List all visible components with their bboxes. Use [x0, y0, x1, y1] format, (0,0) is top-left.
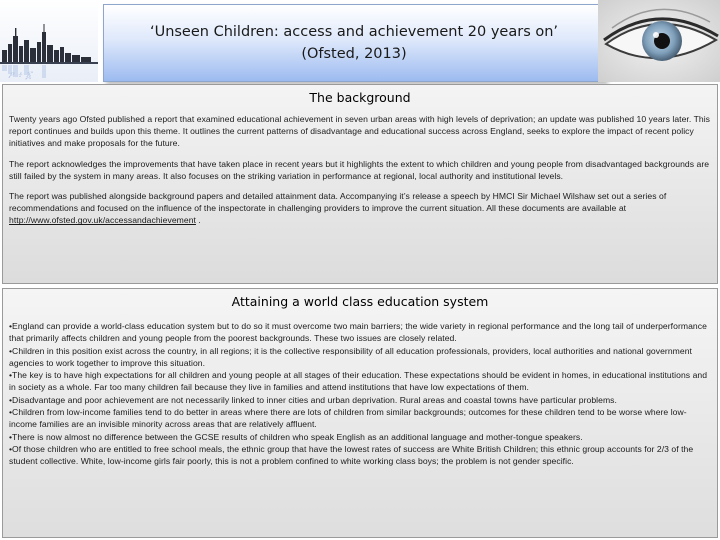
bullet-item: •England can provide a world-class education system but to do so it must overcome two main barriers; the wide variety in regional performance and the long tail of underperformance that primarily affects children and young people from the poorest backgrounds. These two issues are closely related. — [9, 321, 707, 344]
svg-text:ዖ ፥ ፩: ዖ ፥ ፩ — [8, 70, 32, 81]
background-paragraph-3-end: . — [195, 215, 201, 226]
title-line-1: ‘Unseen Children: access and achievement 20 years on’ — [149, 24, 559, 40]
bullet-item: •Of those children who are entitled to free school meals, the ethnic group that have the lowest rates of success are White British Children; this ethnic group accounts for 2/3 of the student collective. White, low-income girls fair poorly, this is not a problem confined to white working class boys; the problem is not gender specific. — [9, 443, 694, 467]
bullet-item: •Children in this position exist across the country, in all regions; it is the collective responsibility of all education professionals, providers, local authorities and national government agencies to work together to improve this situation. — [9, 345, 692, 368]
background-paragraph-3 — [9, 190, 711, 227]
world-class-section — [2, 288, 718, 538]
title-line-2: (Ofsted, 2013) — [301, 46, 407, 62]
bullet-item: •Children from low-income families tend to do better in areas where there are lots of children from similar backgrounds; outcomes for these children tend to be worse where low-income families are an invisible minority across areas that are relatively affluent. — [9, 407, 687, 430]
city-skyline-image — [0, 0, 98, 82]
world-class-heading: Attaining a world class education system — [231, 294, 489, 309]
background-paragraph-1: Twenty years ago Ofsted published a report that examined educational achievement in seven urban areas with high levels of deprivation; an update was published 10 years later. This report continues and builds upon this theme. It outlines the current patterns of disadvantage and educational success across England, seeks to explore the impact of recent policy initiatives and make proposals for the future. — [9, 114, 711, 149]
bullet-item: •There is now almost no difference between the GCSE results of children who speak English as an additional language and mother-tongue speakers. — [9, 431, 583, 442]
title-banner — [103, 4, 605, 82]
background-section — [2, 84, 718, 284]
ofsted-access-link[interactable]: http://www.ofsted.gov.uk/accessandachievement — [9, 215, 196, 226]
background-paragraph-3-text: The report was published alongside background papers and detailed attainment data. Accompanying it’s release a speech by HMCI Sir Michael Wilshaw set out a series of recommendations and focused on the influence of the inspectorate in challenging providers to improve the current situation. All these documents are available at — [9, 191, 667, 214]
bullet-item: •The key is to have high expectations for all children and young people at all stages of their education. These expectations should be evident in homes, in educational institutions and in society as a whole. Far too many children fail because they live in families and attend institutions that have low expectations of them. — [9, 370, 708, 393]
background-heading: The background — [309, 90, 411, 105]
background-paragraph-2: The report acknowledges the improvements that have taken place in recent years but it highlights the extent to which children and young people from disadvantaged backgrounds are still failed by the system in many areas. It also focuses on the striking variation in performance at regional, local authority and institutional levels. — [9, 158, 710, 181]
eye-image — [598, 0, 720, 82]
bullet-item: •Disadvantage and poor achievement are not necessarily linked to inner cities and urban deprivation. Rural areas and coastal towns have particular problems. — [9, 394, 617, 405]
